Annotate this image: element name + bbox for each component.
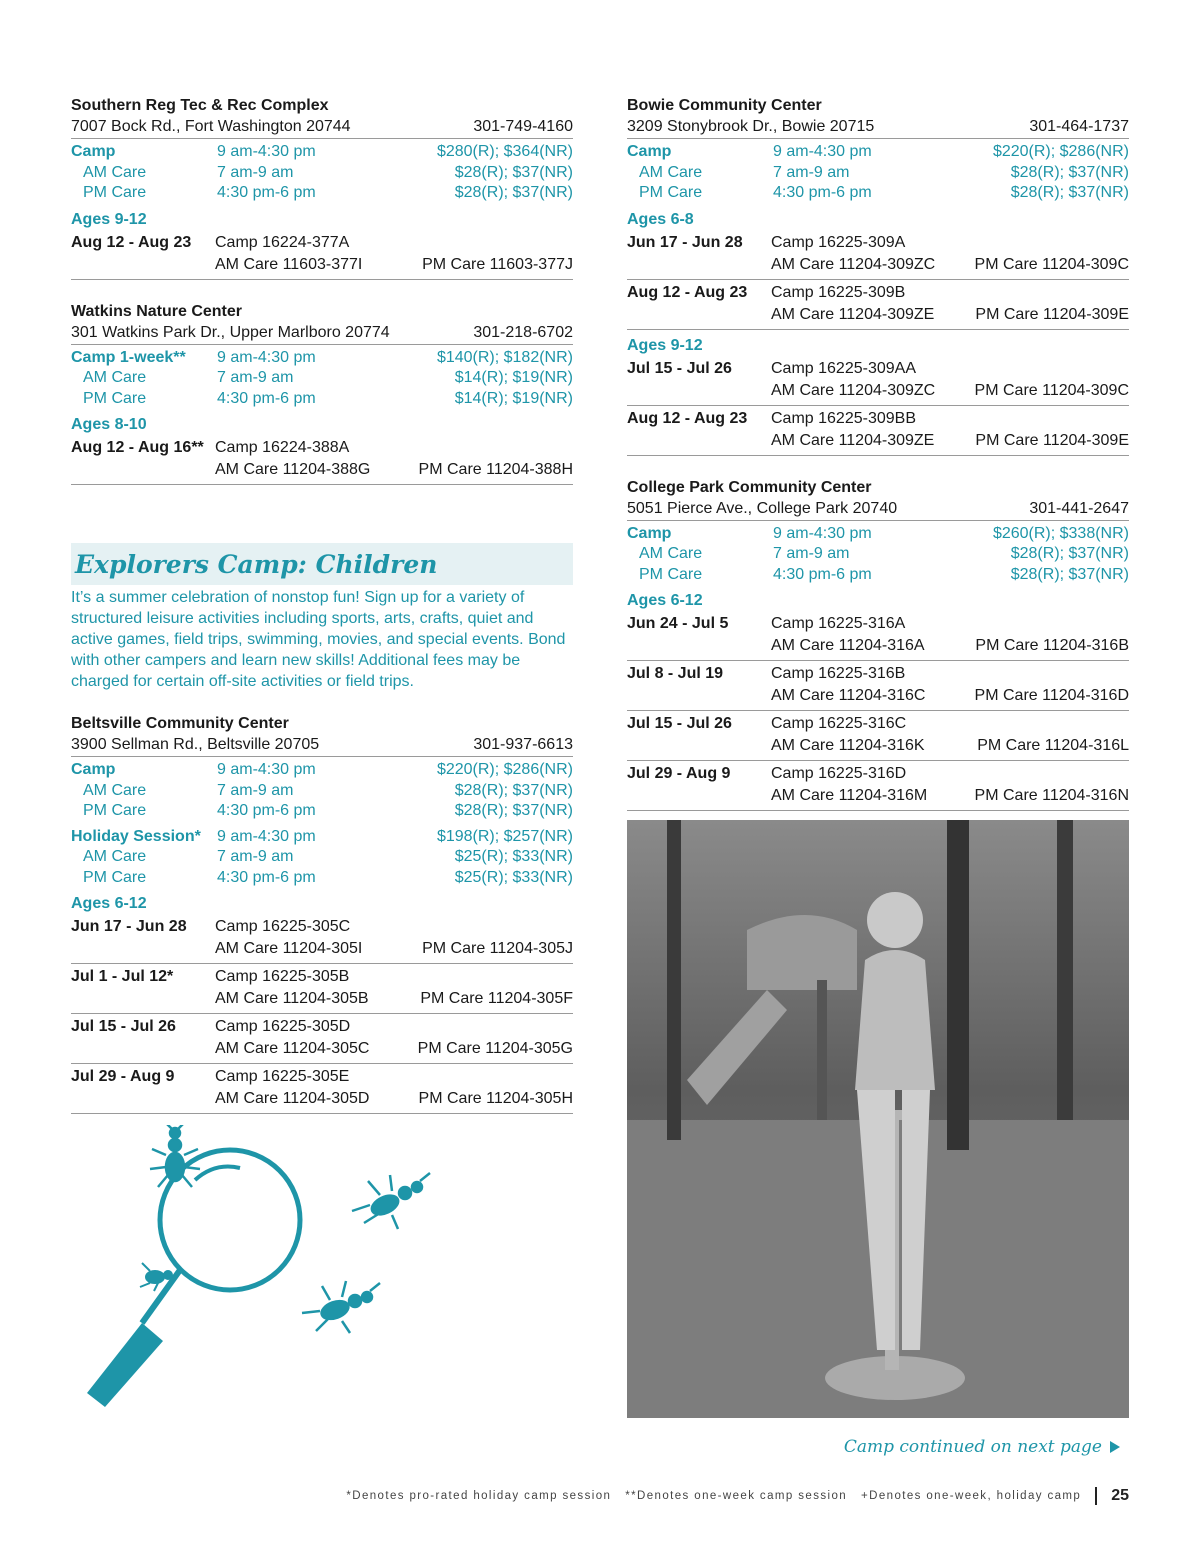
fee-row	[71, 348, 573, 369]
session-camp-code: Camp 16225-305B	[215, 968, 350, 985]
fee-time: 9 am-4:30 pm	[217, 143, 316, 160]
fee-price: $198(R); $257(NR)	[436, 827, 573, 845]
ant-icon	[150, 1125, 200, 1187]
session-pm-code: PM Care 11204-309C	[974, 255, 1129, 273]
session-camp-code: Camp 16225-316B	[771, 665, 906, 682]
fee-label: AM Care	[83, 369, 147, 386]
fee-label: Camp 1-week**	[71, 348, 186, 366]
session-camp-code: Camp 16225-316D	[771, 765, 907, 782]
session-row	[627, 611, 1129, 661]
location-bowie	[627, 96, 1129, 456]
age-group-label: Ages 8-10	[71, 416, 147, 433]
ant-icon	[352, 1173, 430, 1229]
session-pm-code: PM Care 11204-316L	[977, 737, 1129, 754]
session-am-code: AM Care 11204-316M	[771, 787, 928, 804]
fee-row	[627, 524, 1129, 545]
location-name: College Park Community Center	[627, 478, 872, 496]
ant-icon	[302, 1281, 380, 1333]
fee-price: $14(R); $19(NR)	[454, 389, 573, 407]
phone: 301-937-6613	[473, 736, 573, 753]
fee-row	[627, 142, 1129, 163]
address-row	[71, 116, 573, 139]
playground-photo	[627, 820, 1129, 1418]
session-date: Jul 15 - Jul 26	[627, 359, 732, 377]
session-pm-code: PM Care 11204-316N	[974, 787, 1129, 804]
fee-price: $28(R); $37(NR)	[1010, 184, 1129, 201]
session-camp-code: Camp 16225-309B	[771, 283, 906, 301]
continued-text: Camp continued on next page	[843, 1437, 1102, 1457]
fee-price: $280(R); $364(NR)	[436, 143, 573, 160]
session-row	[71, 964, 573, 1014]
fee-time: 7 am-9 am	[217, 369, 294, 386]
address: 7007 Bock Rd., Fort Washington 20744	[71, 118, 351, 135]
page-separator	[1095, 1487, 1097, 1505]
fee-row	[71, 368, 573, 389]
fee-price: $28(R); $37(NR)	[454, 163, 573, 181]
fee-price: $220(R); $286(NR)	[992, 143, 1129, 160]
session-am-code: AM Care 11204-309ZE	[771, 431, 935, 449]
fee-label: AM Care	[83, 848, 147, 865]
fee-label: Camp	[71, 143, 116, 160]
fee-time: 4:30 pm-6 pm	[217, 184, 316, 201]
fee-label: PM Care	[83, 184, 147, 201]
magnifying-glass-icon	[87, 1150, 300, 1407]
fee-time: 9 am-4:30 pm	[773, 524, 872, 542]
fee-time: 7 am-9 am	[217, 781, 294, 799]
session-row	[71, 1014, 573, 1064]
session-am-code: AM Care 11204-388G	[215, 461, 371, 478]
session-camp-code: Camp 16225-316C	[771, 715, 907, 732]
session-am-code: AM Care 11204-316A	[771, 637, 925, 654]
session-am-code: AM Care 11204-305B	[215, 990, 369, 1007]
location-watkins	[71, 302, 573, 486]
session-pm-code: PM Care 11204-305H	[418, 1090, 573, 1107]
session-row	[71, 1064, 573, 1114]
fee-row	[71, 389, 573, 410]
session-date: Jul 8 - Jul 19	[627, 665, 724, 682]
play-arrow-icon	[1110, 1441, 1120, 1453]
session-camp-code: Camp 16225-309A	[771, 233, 906, 251]
fee-row	[71, 868, 573, 889]
phone: 301-218-6702	[473, 323, 573, 341]
location-beltsville	[71, 714, 573, 1114]
fee-time: 4:30 pm-6 pm	[773, 565, 872, 583]
fee-price: $140(R); $182(NR)	[436, 348, 573, 366]
session-am-code: AM Care 11204-316K	[771, 737, 925, 754]
location-name: Watkins Nature Center	[71, 302, 242, 320]
session-am-code: AM Care 11204-309ZC	[771, 255, 936, 273]
right-column	[627, 96, 1129, 811]
session-row	[627, 406, 1129, 456]
session-pm-code: PM Care 11204-305G	[417, 1040, 573, 1057]
session-pm-code: PM Care 11204-388H	[418, 461, 573, 478]
session-row	[71, 914, 573, 964]
age-group-label: Ages 9-12	[71, 210, 147, 228]
age-group-label: Ages 9-12	[627, 336, 703, 354]
phone: 301-441-2647	[1029, 499, 1129, 517]
ants-magnifier-illustration	[80, 1125, 440, 1425]
fee-row	[71, 163, 573, 184]
fee-price: $14(R); $19(NR)	[454, 369, 573, 386]
fee-time: 7 am-9 am	[217, 848, 294, 865]
continued-link[interactable]	[844, 1437, 1120, 1457]
fee-label: AM Care	[83, 163, 147, 181]
phone: 301-749-4160	[473, 118, 573, 135]
session-row	[627, 661, 1129, 711]
fee-time: 9 am-4:30 pm	[773, 143, 872, 160]
session-date: Jun 17 - Jun 28	[71, 918, 187, 935]
page-number: 25	[1111, 1487, 1129, 1504]
session-pm-code: PM Care 11603-377J	[422, 255, 573, 273]
fee-row	[71, 781, 573, 802]
phone: 301-464-1737	[1029, 118, 1129, 135]
address: 3209 Stonybrook Dr., Bowie 20715	[627, 118, 875, 135]
session-date: Jun 24 - Jul 5	[627, 615, 729, 632]
session-date: Aug 12 - Aug 16**	[71, 439, 204, 456]
session-camp-code: Camp 16224-388A	[215, 439, 350, 456]
fee-label: AM Care	[83, 781, 147, 799]
fee-price: $260(R); $338(NR)	[992, 524, 1129, 542]
fee-row	[71, 142, 573, 163]
footer-note: +Denotes one-week, holiday camp	[861, 1490, 1082, 1502]
session-am-code: AM Care 11204-316C	[771, 687, 926, 704]
fee-price: $28(R); $37(NR)	[1010, 565, 1129, 583]
session-am-code: AM Care 11603-377I	[215, 255, 363, 273]
fee-label: PM Care	[639, 565, 703, 583]
fee-time: 4:30 pm-6 pm	[217, 389, 316, 407]
fee-label: AM Care	[639, 545, 703, 562]
session-date: Jul 29 - Aug 9	[627, 765, 731, 782]
section-banner	[71, 543, 573, 585]
fee-row	[71, 801, 573, 822]
age-group-label: Ages 6-12	[627, 592, 703, 609]
fee-row	[71, 183, 573, 204]
fee-price: $25(R); $33(NR)	[454, 848, 573, 865]
address-row	[71, 734, 573, 757]
explorers-section	[71, 543, 573, 1114]
section-title: Explorers Camp: Children	[75, 549, 438, 579]
fee-time: 9 am-4:30 pm	[217, 761, 316, 778]
fee-row	[627, 544, 1129, 565]
session-pm-code: PM Care 11204-305F	[420, 990, 573, 1007]
fee-row	[627, 565, 1129, 586]
session-row	[71, 435, 573, 485]
session-row	[627, 761, 1129, 811]
fee-time: 9 am-4:30 pm	[217, 827, 316, 845]
fee-label: Camp	[627, 524, 672, 542]
left-column	[71, 96, 573, 485]
session-am-code: AM Care 11204-305D	[215, 1090, 370, 1107]
fee-time: 7 am-9 am	[217, 163, 294, 181]
session-camp-code: Camp 16225-305C	[215, 918, 351, 935]
session-camp-code: Camp 16225-309BB	[771, 409, 916, 427]
fee-price: $28(R); $37(NR)	[454, 802, 573, 819]
session-camp-code: Camp 16225-305D	[215, 1018, 351, 1035]
section-description: It’s a summer celebration of nonstop fun! Sign up for a variety of structured leisure activities including sports, arts, crafts, quiet and active games, field trips, swimming, movies, and special events. Bond with other campers and learn new skills! Additional fees may be charged for certain off-site activities or field trips.	[71, 589, 566, 690]
fee-price: $28(R); $37(NR)	[454, 781, 573, 799]
session-am-code: AM Care 11204-305C	[215, 1040, 370, 1057]
session-pm-code: PM Care 11204-316B	[975, 637, 1129, 654]
fee-time: 7 am-9 am	[773, 163, 850, 181]
fee-label: Camp	[71, 761, 116, 778]
session-pm-code: PM Care 11204-316D	[974, 687, 1129, 704]
address-row	[627, 116, 1129, 139]
footer-note: **Denotes one-week camp session	[625, 1490, 848, 1502]
session-camp-code: Camp 16225-309AA	[771, 359, 916, 377]
address: 301 Watkins Park Dr., Upper Marlboro 20774	[71, 323, 390, 341]
fee-time: 4:30 pm-6 pm	[217, 802, 316, 819]
fee-label: Holiday Session*	[71, 827, 201, 845]
session-am-code: AM Care 11204-309ZE	[771, 305, 935, 323]
footer-note: *Denotes pro-rated holiday camp session	[346, 1490, 612, 1502]
fee-price: $28(R); $37(NR)	[454, 184, 573, 201]
session-am-code: AM Care 11204-309ZC	[771, 381, 936, 399]
session-am-code: AM Care 11204-305I	[215, 940, 363, 957]
age-group-label: Ages 6-12	[71, 895, 147, 912]
location-southern-reg	[71, 96, 573, 280]
fee-row	[627, 183, 1129, 204]
fee-label: PM Care	[83, 389, 147, 407]
location-name: Southern Reg Tec & Rec Complex	[71, 97, 329, 114]
fee-label: PM Care	[639, 184, 703, 201]
session-date: Aug 12 - Aug 23	[627, 283, 748, 301]
session-row	[627, 230, 1129, 280]
session-pm-code: PM Care 11204-309E	[975, 305, 1129, 323]
fee-price: $28(R); $37(NR)	[1010, 163, 1129, 181]
session-date: Jul 1 - Jul 12*	[71, 968, 174, 985]
fee-price: $28(R); $37(NR)	[1010, 545, 1129, 562]
session-date: Jun 17 - Jun 28	[627, 233, 743, 251]
session-pm-code: PM Care 11204-309E	[975, 431, 1129, 449]
location-name: Bowie Community Center	[627, 97, 822, 114]
fee-label: Camp	[627, 143, 672, 160]
fee-label: AM Care	[639, 163, 703, 181]
address: 3900 Sellman Rd., Beltsville 20705	[71, 736, 320, 753]
session-date: Jul 15 - Jul 26	[627, 715, 732, 732]
session-date: Jul 29 - Aug 9	[71, 1068, 175, 1085]
fee-row	[71, 760, 573, 781]
fee-row	[71, 827, 573, 848]
session-date: Aug 12 - Aug 23	[627, 409, 748, 427]
session-pm-code: PM Care 11204-309C	[974, 381, 1129, 399]
fee-row	[71, 847, 573, 868]
session-date: Jul 15 - Jul 26	[71, 1018, 176, 1035]
fee-label: PM Care	[83, 802, 147, 819]
session-row	[627, 280, 1129, 330]
session-pm-code: PM Care 11204-305J	[422, 940, 573, 957]
session-row	[71, 230, 573, 280]
fee-time: 7 am-9 am	[773, 545, 850, 562]
address-row	[627, 498, 1129, 521]
fee-time: 4:30 pm-6 pm	[217, 868, 316, 886]
fee-time: 4:30 pm-6 pm	[773, 184, 872, 201]
fee-label: PM Care	[83, 868, 147, 886]
footer	[346, 1487, 1129, 1505]
session-camp-code: Camp 16225-305E	[215, 1068, 350, 1085]
age-group-label: Ages 6-8	[627, 210, 694, 228]
session-row	[627, 356, 1129, 406]
location-name: Beltsville Community Center	[71, 715, 289, 732]
session-camp-code: Camp 16225-316A	[771, 615, 906, 632]
fee-row	[627, 163, 1129, 184]
address-row	[71, 322, 573, 345]
session-date: Aug 12 - Aug 23	[71, 233, 192, 251]
session-row	[627, 711, 1129, 761]
session-camp-code: Camp 16224-377A	[215, 233, 350, 251]
location-college-park	[627, 478, 1129, 812]
fee-price: $25(R); $33(NR)	[454, 868, 573, 886]
fee-price: $220(R); $286(NR)	[436, 761, 573, 778]
address: 5051 Pierce Ave., College Park 20740	[627, 499, 898, 517]
fee-time: 9 am-4:30 pm	[217, 348, 316, 366]
